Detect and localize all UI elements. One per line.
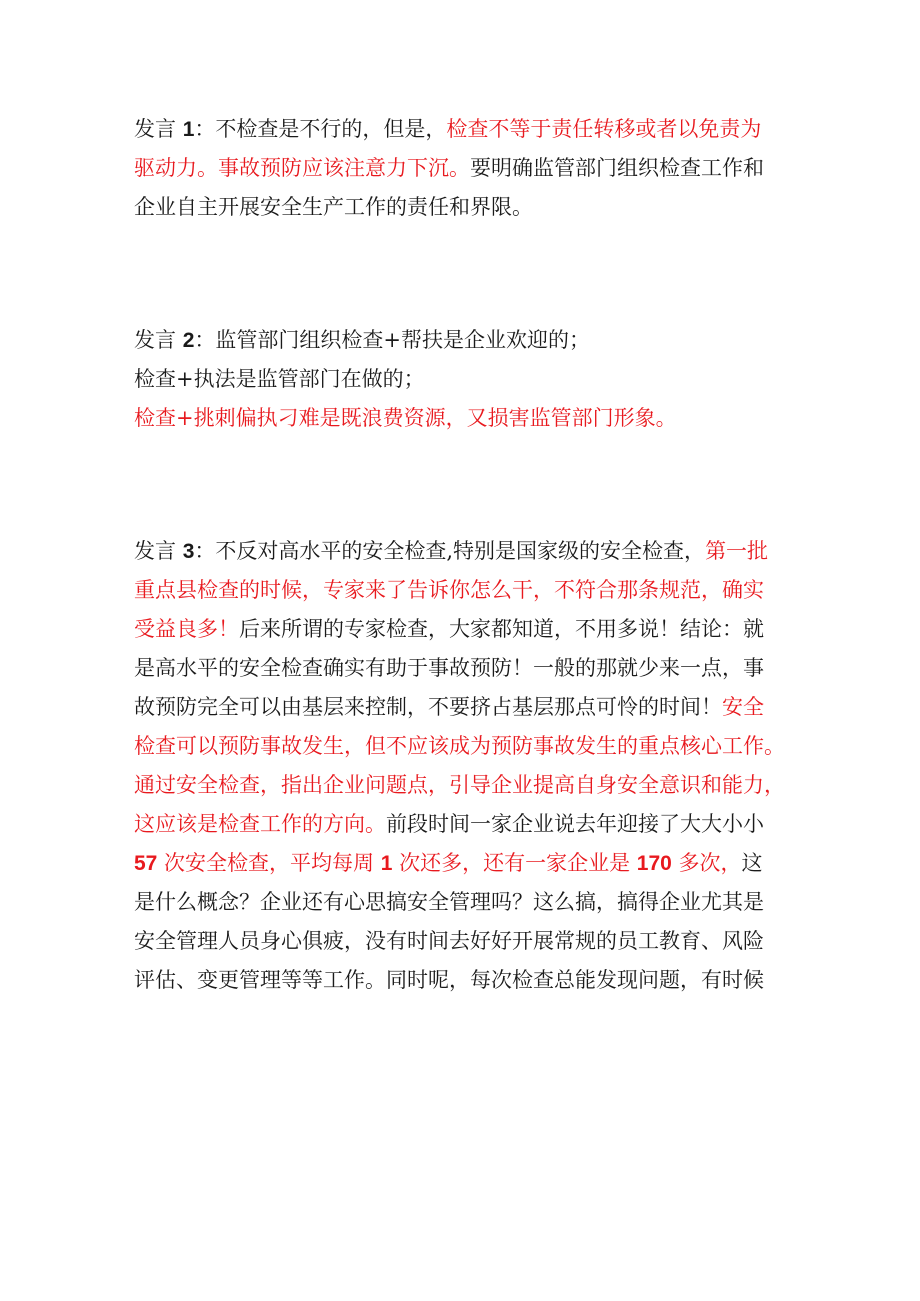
body-text: 故预防完全可以由基层来控制，不要挤占基层那点可怜的时间！ [134, 695, 722, 719]
body-text: 是高水平的安全检查确实有助于事故预防！一般的那就少来一点，事 [134, 656, 764, 680]
body-text: 1 [182, 118, 195, 141]
highlighted-text: 重点县检查的时候，专家来了告诉你怎么干，不符合那条规范，确实 [134, 578, 764, 602]
body-text: ：不反对高水平的安全检查,特别是国家级的安全检查， [194, 539, 706, 563]
text-line [134, 399, 794, 438]
highlighted-text: 驱动力。事故预防应该注意力下沉。 [134, 156, 470, 180]
text-line [134, 844, 794, 883]
highlighted-text: 检查可以预防事故发生，但不应该成为预防事故发生的重点核心工作。 [134, 734, 785, 758]
highlighted-text: 1 [380, 852, 393, 875]
highlighted-text: 受益良多！ [134, 617, 239, 641]
text-line [134, 110, 794, 149]
body-text: 企业自主开展安全生产工作的责任和界限。 [134, 195, 533, 219]
body-text: 前段时间一家企业说去年迎接了大大小小 [386, 812, 764, 836]
text-line [134, 149, 794, 188]
body-text: 安全管理人员身心俱疲，没有时间去好好开展常规的员工教育、风险 [134, 929, 764, 953]
body-text: 检查+执法是监管部门在做的； [134, 367, 425, 391]
text-line [134, 688, 794, 727]
highlighted-text: 这应该是检查工作的方向。 [134, 812, 386, 836]
speech-3-paragraph [134, 532, 794, 1000]
highlighted-text: 安全 [722, 695, 764, 719]
text-line [134, 766, 794, 805]
body-text: ：监管部门组织检查+帮扶是企业欢迎的； [194, 328, 590, 352]
highlighted-text: 多次， [671, 851, 742, 875]
text-line [134, 649, 794, 688]
text-line [134, 571, 794, 610]
body-text: 是什么概念？企业还有心思搞安全管理吗？这么搞，搞得企业尤其是 [134, 890, 764, 914]
body-text: 评估、变更管理等等工作。同时呢，每次检查总能发现问题，有时候 [134, 968, 764, 992]
body-text: 发言 [134, 328, 183, 352]
highlighted-text: 通过安全检查，指出企业问题点，引导企业提高自身安全意识和能力， [134, 773, 785, 797]
text-line [134, 321, 794, 360]
highlighted-text: 检查+挑刺偏执刁难是既浪费资源，又损害监管部门形象。 [134, 406, 677, 430]
document-body [134, 110, 794, 1000]
text-line [134, 961, 794, 1000]
highlighted-text: 次还多，还有一家企业是 [392, 851, 637, 875]
text-line [134, 727, 794, 766]
body-text: 这 [741, 851, 763, 875]
text-line [134, 922, 794, 961]
text-line [134, 188, 794, 227]
highlighted-text: 170 [636, 852, 672, 875]
body-text: 要明确监管部门组织检查工作和 [470, 156, 764, 180]
text-line [134, 610, 794, 649]
speech-1-paragraph [134, 110, 794, 227]
text-line [134, 532, 794, 571]
body-text: ：不检查是不行的，但是， [194, 117, 447, 141]
highlighted-text: 第一批 [705, 539, 769, 563]
body-text: 2 [182, 329, 195, 352]
body-text: 发言 [134, 539, 183, 563]
body-text: 3 [182, 540, 195, 563]
highlighted-text: 57 [134, 852, 158, 875]
text-line [134, 805, 794, 844]
speech-2-paragraph [134, 321, 794, 438]
text-line [134, 883, 794, 922]
text-line [134, 360, 794, 399]
highlighted-text: 次安全检查，平均每周 [157, 851, 381, 875]
highlighted-text: 检查不等于责任转移或者以免责为 [446, 117, 762, 141]
body-text: 后来所谓的专家检查，大家都知道，不用多说！结论：就 [239, 617, 764, 641]
body-text: 发言 [134, 117, 183, 141]
